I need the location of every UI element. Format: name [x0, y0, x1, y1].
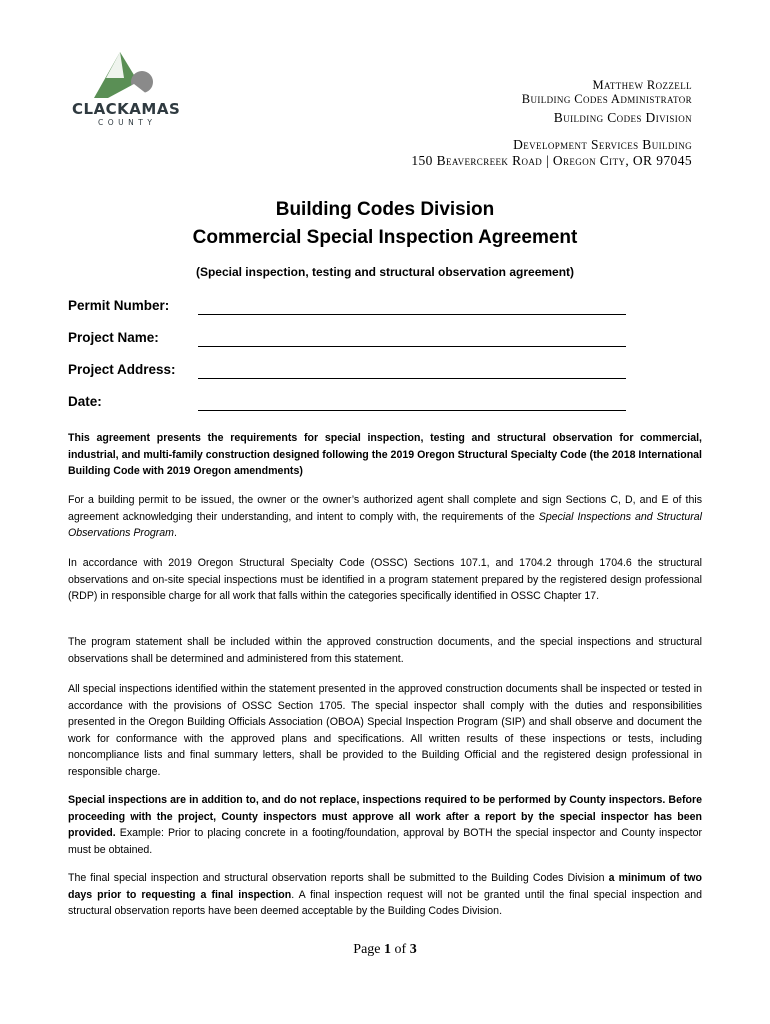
- page-word: Page: [353, 942, 381, 957]
- program-statement-paragraph: The program statement shall be included within the approved construction documents, and the special inspections and structural observations shall be determined and administered from this statement.: [68, 636, 702, 665]
- page-current: 1: [384, 942, 392, 957]
- p7-text1: The final special inspection and structural observation reports shall be submitted to the Building Codes Division: [68, 872, 609, 884]
- page-number: [0, 942, 770, 958]
- final-reports-paragraph: [68, 870, 702, 920]
- building-address: 150 Beavercreek Road | Oregon City, OR 97045: [411, 153, 692, 168]
- page-total: 3: [409, 942, 417, 957]
- logo-subtitle: COUNTY: [98, 118, 157, 127]
- project-address-label: Project Address:: [68, 362, 176, 377]
- permit-number-label: Permit Number:: [68, 298, 170, 313]
- project-name-field[interactable]: [198, 345, 626, 347]
- building-name: Development Services Building: [513, 137, 692, 152]
- p2-end: .: [173, 527, 177, 540]
- permit-requirement-paragraph: [68, 492, 702, 542]
- project-address-field[interactable]: [198, 377, 626, 379]
- intro-paragraph: This agreement presents the requirements for special inspection, testing and structural observation for commercial, industrial, and multi-family construction designed following the 2019 Oregon Structural Specialty Code (the 2018 International Building Code with 2019 Oregon amendments): [68, 432, 702, 478]
- project-name-label: Project Name:: [68, 330, 159, 345]
- county-inspections-paragraph: [68, 792, 702, 858]
- page-title-line2: Commercial Special Inspection Agreement: [192, 227, 578, 248]
- page-subtitle: (Special inspection, testing and structural observation agreement): [195, 265, 575, 279]
- of-word: of: [394, 942, 407, 957]
- logo-name: CLACKAMAS: [72, 100, 181, 118]
- admin-name: Matthew Rozzell: [592, 78, 692, 92]
- page-title-line1: Building Codes Division: [275, 199, 495, 220]
- p7-text2: . A final inspection request will not be granted until the final special inspection and structural observation reports have been deemed acceptable by the Building Codes Division.: [68, 888, 703, 918]
- date-label: Date:: [68, 394, 102, 409]
- division-name: Building Codes Division: [553, 110, 692, 125]
- special-inspections-paragraph: All special inspections identified within the statement presented in the approved construction documents shall be inspected or tested in accordance with the provisions of OSSC Section 1705. The special inspector shall comply with the duties and responsibilities presented in the Oregon Building Officials Association (OBOA) Special Inspection Program (SIP) and shall observe and document the work for conformance with the approved plans and specifications. All written results of these inspections or tests, including noncompliance lists and final summary letters, shall be provided to the Building Official and the registered design professional in responsible charge.: [68, 683, 702, 778]
- p6-bold: Special inspections are in addition to, and do not replace, inspections required to be performed by County inspectors. Before proceeding with the project, County inspectors must approve all work after a report by the special inspector has been provided.: [68, 794, 702, 840]
- admin-title: Building Codes Administrator: [521, 92, 692, 106]
- p6-text: Example: Prior to placing concrete in a footing/foundation, approval by BOTH the special inspector and County inspector must be obtained.: [68, 827, 702, 856]
- ossc-paragraph: In accordance with 2019 Oregon Structural Specialty Code (OSSC) Sections 107.1, and 1704.2 through 1704.6 the structural observations and on-site special inspections must be identified in a program statement prepared by the registered design professional (RDP) in responsible charge for all work that falls within the categories specifically identified in OSSC Chapter 17.: [68, 557, 702, 603]
- date-field[interactable]: [198, 409, 626, 411]
- p7-bold: a minimum of two days prior to requesting a final inspection: [68, 872, 703, 901]
- permit-number-field[interactable]: [198, 313, 626, 315]
- p2-text: For a building permit to be issued, the owner or the owner’s authorized agent shall complete and sign Sections C, D, and E of this agreement acknowledging their understanding, and intent to comply with, the requirements of the: [68, 494, 702, 523]
- program-name: Special Inspections and Structural Observations Program: [68, 510, 702, 540]
- logo-mountain-icon: [72, 48, 192, 100]
